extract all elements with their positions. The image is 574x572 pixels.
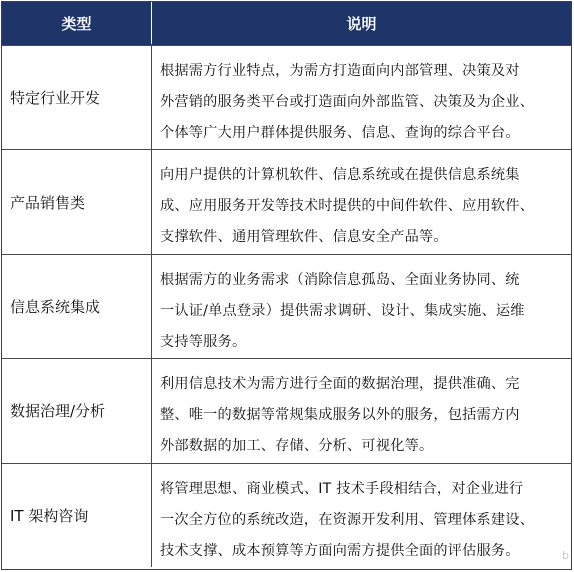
table-row (2, 254, 571, 358)
description-line: 向用户提供的计算机软件、信息系统或在提供信息系统集 (160, 167, 520, 184)
description-line: 支撑软件、通用管理软件、信息安全产品等。 (160, 229, 448, 246)
row-description (152, 46, 571, 149)
description-line: 外部数据的加工、存储、分析、可视化等。 (160, 438, 434, 455)
row-type: 特定行业开发 (2, 46, 152, 149)
description-line: 外营销的服务类平台或打造面向外部监管、决策及为企业、 (160, 94, 535, 110)
header-type: 类型 (2, 2, 152, 44)
row-type: 数据治理/分析 (2, 359, 152, 462)
description-line: 支持等服务。 (160, 333, 247, 350)
description-line: 根据需方的业务需求（消除信息孤岛、全面业务协同、统 (160, 271, 520, 288)
description-line: 根据需方行业特点，为需方打造面向内部管理、决策及对 (160, 63, 520, 79)
description-line: 个体等广大用户群体提供服务、信息、查询的综合平台。 (160, 125, 520, 141)
row-type: 产品销售类 (2, 150, 152, 253)
description-line: 一认证/单点登录）提供需求调研、设计、集成实施、运维 (160, 302, 525, 319)
category-table (1, 1, 572, 570)
row-description (152, 464, 571, 567)
row-type: 信息系统集成 (2, 255, 152, 358)
row-description (152, 150, 571, 253)
table-row (2, 463, 571, 567)
table-row (2, 45, 571, 149)
row-description (152, 255, 571, 358)
description-line: 一次全方位的系统改造，在资源开发利用、管理体系建设、 (160, 511, 535, 528)
watermark: b (562, 549, 570, 562)
description-line: 利用信息技术为需方进行全面的数据治理，提供准确、完 (160, 376, 520, 393)
table-row (2, 358, 571, 462)
table-header (2, 2, 571, 45)
description-line: 将管理思想、商业模式、IT 技术手段相结合，对企业进行 (160, 480, 524, 497)
table-row (2, 149, 571, 253)
description-line: 成、应用服务开发等技术时提供的中间件软件、应用软件、 (160, 198, 535, 215)
row-type: IT 架构咨询 (2, 464, 152, 567)
row-description (152, 359, 571, 462)
header-description: 说明 (346, 14, 377, 33)
description-line: 整、唯一的数据等常规集成服务以外的服务，包括需方内 (160, 407, 520, 424)
description-line: 技术支撑、成本预算等方面向需方提供全面的评估服务。 (160, 542, 520, 559)
